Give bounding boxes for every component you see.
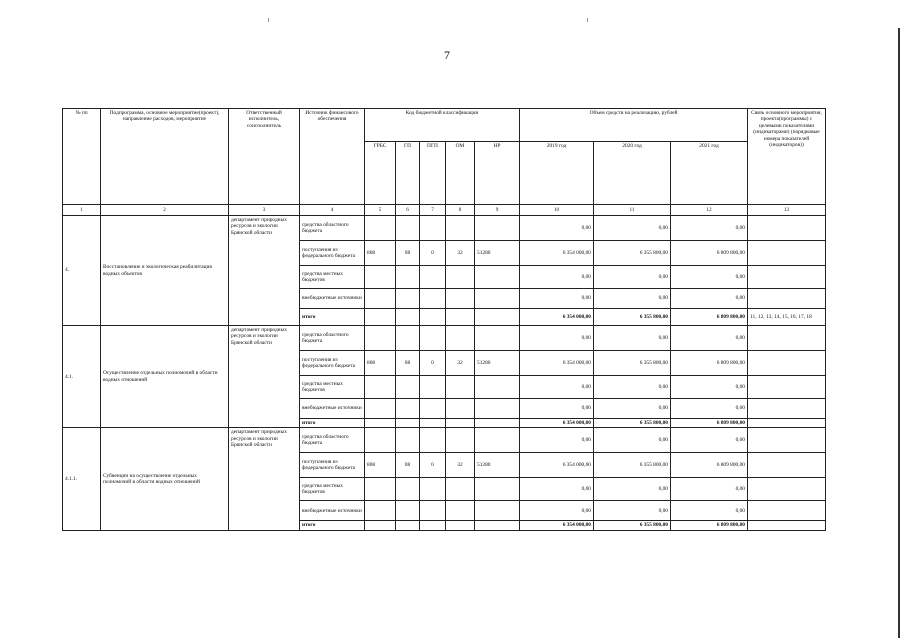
amount-2020: 6 355 800,00 — [594, 241, 671, 266]
column-number: 3 — [229, 205, 300, 216]
code-gp — [396, 419, 420, 428]
amount-2019: 0,00 — [520, 266, 594, 289]
indicator-link — [748, 351, 826, 376]
code-gp — [396, 399, 420, 419]
code-gp — [396, 478, 420, 501]
amount-2020: 6 355 800,00 — [594, 453, 671, 478]
code-grbs — [365, 266, 396, 289]
code-nr: 51280 — [475, 453, 520, 478]
code-gp — [396, 501, 420, 521]
amount-2021: 0,00 — [671, 326, 748, 351]
header-grbs: ГРБС — [365, 142, 396, 205]
code-gp: 08 — [396, 241, 420, 266]
scan-mark — [268, 18, 269, 22]
amount-2019: 0,00 — [520, 501, 594, 521]
amount-2019: 0,00 — [520, 326, 594, 351]
code-nr: 51280 — [475, 351, 520, 376]
amount-2020: 0,00 — [594, 501, 671, 521]
amount-2019: 0,00 — [520, 376, 594, 399]
amount-2021: 6 809 800,00 — [671, 453, 748, 478]
row-number: 4.1.1. — [63, 428, 101, 530]
header-volume: Объем средств на реализацию, рублей — [520, 109, 748, 142]
amount-2021: 0,00 — [671, 428, 748, 453]
column-number: 9 — [475, 205, 520, 216]
code-pgp: 0 — [420, 453, 446, 478]
amount-2019: 6 354 000,00 — [520, 309, 594, 326]
scan-edge — [898, 28, 900, 638]
column-number-row — [63, 205, 826, 216]
code-gp — [396, 216, 420, 241]
source-regional: средства областного бюджета — [300, 428, 365, 453]
indicator-link — [748, 419, 826, 428]
code-grbs — [365, 521, 396, 530]
code-pgp — [420, 428, 446, 453]
code-om — [446, 501, 475, 521]
source-total: итого — [300, 309, 365, 326]
row-number: 4.1. — [63, 326, 101, 428]
code-grbs — [365, 216, 396, 241]
header-2021: 2021 год — [671, 142, 748, 205]
amount-2020: 0,00 — [594, 326, 671, 351]
header-num: № пп — [63, 109, 101, 205]
code-nr — [475, 419, 520, 428]
code-om — [446, 266, 475, 289]
header-gp: ГП — [396, 142, 420, 205]
code-om: 32 — [446, 241, 475, 266]
code-grbs — [365, 478, 396, 501]
amount-2019: 0,00 — [520, 478, 594, 501]
code-om — [446, 309, 475, 326]
indicator-link — [748, 376, 826, 399]
code-pgp: 0 — [420, 351, 446, 376]
table-row — [63, 428, 826, 453]
source-extra: внебюджетные источники — [300, 399, 365, 419]
code-pgp: 0 — [420, 241, 446, 266]
source-regional: средства областного бюджета — [300, 326, 365, 351]
page-number: 7 — [444, 48, 450, 62]
source-local: средства местных бюджетов — [300, 478, 365, 501]
code-pgp — [420, 216, 446, 241]
code-gp — [396, 266, 420, 289]
code-nr — [475, 478, 520, 501]
amount-2019: 0,00 — [520, 399, 594, 419]
row-name: Осуществление отдельных полномочий в области водных отношений — [101, 326, 229, 428]
source-federal: поступления из федерального бюджета — [300, 241, 365, 266]
code-om — [446, 419, 475, 428]
code-nr — [475, 266, 520, 289]
column-number: 6 — [396, 205, 420, 216]
row-executor: департамент природных ресурсов и экологии Брянской области — [229, 216, 300, 326]
header-executor: Ответственный исполнитель, соисполнитель — [229, 109, 300, 205]
amount-2019: 0,00 — [520, 216, 594, 241]
amount-2021: 0,00 — [671, 399, 748, 419]
code-gp: 08 — [396, 453, 420, 478]
code-om — [446, 326, 475, 351]
amount-2020: 6 355 800,00 — [594, 309, 671, 326]
indicator-link — [748, 399, 826, 419]
code-pgp — [420, 376, 446, 399]
code-nr — [475, 399, 520, 419]
code-pgp — [420, 309, 446, 326]
scan-mark — [587, 18, 588, 22]
code-om: 32 — [446, 453, 475, 478]
amount-2019: 6 354 000,00 — [520, 241, 594, 266]
code-grbs: 808 — [365, 351, 396, 376]
amount-2020: 0,00 — [594, 428, 671, 453]
code-om — [446, 521, 475, 530]
source-local: средства местных бюджетов — [300, 266, 365, 289]
column-number: 1 — [63, 205, 101, 216]
indicator-link — [748, 241, 826, 266]
indicator-link — [748, 453, 826, 478]
row-name: Субвенции на осуществление отдельных полномочий в области водных отношений — [101, 428, 229, 530]
amount-2019: 0,00 — [520, 428, 594, 453]
amount-2020: 0,00 — [594, 289, 671, 309]
code-grbs — [365, 428, 396, 453]
header-budget-code: Код бюджетной классификации — [365, 109, 520, 142]
column-number: 7 — [420, 205, 446, 216]
indicator-link — [748, 521, 826, 530]
code-om — [446, 478, 475, 501]
code-om: 32 — [446, 351, 475, 376]
code-om — [446, 428, 475, 453]
code-gp — [396, 309, 420, 326]
code-grbs — [365, 419, 396, 428]
column-number: 4 — [300, 205, 365, 216]
amount-2019: 0,00 — [520, 289, 594, 309]
header-nr: НР — [475, 142, 520, 205]
amount-2021: 0,00 — [671, 376, 748, 399]
amount-2019: 6 354 000,00 — [520, 521, 594, 530]
code-gp — [396, 326, 420, 351]
amount-2021: 6 809 800,00 — [671, 351, 748, 376]
amount-2020: 0,00 — [594, 478, 671, 501]
indicator-link — [748, 216, 826, 241]
row-name: Восстановление и экологическая реабилитация водных объектов — [101, 216, 229, 326]
code-nr — [475, 326, 520, 351]
code-nr — [475, 289, 520, 309]
code-grbs: 808 — [365, 453, 396, 478]
header-source: Источник финансового обеспечения — [300, 109, 365, 205]
amount-2021: 0,00 — [671, 289, 748, 309]
amount-2021: 0,00 — [671, 478, 748, 501]
amount-2020: 0,00 — [594, 266, 671, 289]
code-nr — [475, 216, 520, 241]
source-extra: внебюджетные источники — [300, 501, 365, 521]
code-grbs: 808 — [365, 241, 396, 266]
source-total: итого — [300, 419, 365, 428]
code-nr — [475, 428, 520, 453]
column-number: 13 — [748, 205, 826, 216]
row-executor: департамент природных ресурсов и экологии Брянской области — [229, 326, 300, 428]
column-number: 5 — [365, 205, 396, 216]
source-federal: поступления из федерального бюджета — [300, 453, 365, 478]
source-local: средства местных бюджетов — [300, 376, 365, 399]
code-gp: 08 — [396, 351, 420, 376]
source-extra: внебюджетные источники — [300, 289, 365, 309]
code-pgp — [420, 419, 446, 428]
code-pgp — [420, 501, 446, 521]
indicator-link — [748, 289, 826, 309]
code-grbs — [365, 399, 396, 419]
code-gp — [396, 521, 420, 530]
amount-2019: 6 354 000,00 — [520, 453, 594, 478]
amount-2021: 6 809 800,00 — [671, 419, 748, 428]
amount-2021: 6 809 800,00 — [671, 521, 748, 530]
indicator-link — [748, 428, 826, 453]
amount-2020: 0,00 — [594, 399, 671, 419]
column-number: 8 — [446, 205, 475, 216]
amount-2020: 0,00 — [594, 216, 671, 241]
row-executor: департамент природных ресурсов и экологии Брянской области — [229, 428, 300, 530]
indicator-link — [748, 266, 826, 289]
column-number: 11 — [594, 205, 671, 216]
indicator-link — [748, 478, 826, 501]
amount-2019: 6 354 000,00 — [520, 351, 594, 376]
code-grbs — [365, 326, 396, 351]
indicator-link — [748, 326, 826, 351]
code-pgp — [420, 326, 446, 351]
code-grbs — [365, 376, 396, 399]
code-grbs — [365, 501, 396, 521]
amount-2020: 6 355 800,00 — [594, 521, 671, 530]
source-federal: поступления из федерального бюджета — [300, 351, 365, 376]
amount-2021: 0,00 — [671, 266, 748, 289]
amount-2021: 0,00 — [671, 501, 748, 521]
code-om — [446, 289, 475, 309]
table-row — [63, 326, 826, 351]
amount-2020: 6 355 800,00 — [594, 351, 671, 376]
indicator-link — [748, 501, 826, 521]
amount-2020: 0,00 — [594, 376, 671, 399]
header-pgp: ПГП — [420, 142, 446, 205]
header-2019: 2019 год — [520, 142, 594, 205]
column-number: 2 — [101, 205, 229, 216]
code-nr — [475, 309, 520, 326]
amount-2019: 6 354 000,00 — [520, 419, 594, 428]
indicator-link: 11, 12, 13, 14, 15, 16, 17, 18 — [748, 309, 826, 326]
code-nr: 51280 — [475, 241, 520, 266]
code-pgp — [420, 289, 446, 309]
column-number: 12 — [671, 205, 748, 216]
table-body — [63, 205, 826, 531]
code-om — [446, 376, 475, 399]
header-om: ОМ — [446, 142, 475, 205]
row-number: 4. — [63, 216, 101, 326]
code-gp — [396, 428, 420, 453]
source-regional: средства областного бюджета — [300, 216, 365, 241]
code-om — [446, 216, 475, 241]
code-gp — [396, 289, 420, 309]
source-total: итого — [300, 521, 365, 530]
code-pgp — [420, 478, 446, 501]
code-pgp — [420, 266, 446, 289]
code-nr — [475, 501, 520, 521]
amount-2021: 6 809 800,00 — [671, 241, 748, 266]
column-number: 10 — [520, 205, 594, 216]
header-link: Связь основного мероприятия, проекта(программы) с целевыми показателями (индикаторами) (порядковые номера показателей (индикаторов)) — [748, 109, 826, 205]
code-nr — [475, 521, 520, 530]
amount-2021: 6 809 800,00 — [671, 309, 748, 326]
header-name: Подпрограмма, основное мероприятие(проект), направление расходов, мероприятие — [101, 109, 229, 205]
code-pgp — [420, 399, 446, 419]
code-nr — [475, 376, 520, 399]
table-row — [63, 216, 826, 241]
amount-2021: 0,00 — [671, 216, 748, 241]
code-om — [446, 399, 475, 419]
code-pgp — [420, 521, 446, 530]
budget-table — [62, 108, 826, 531]
code-grbs — [365, 289, 396, 309]
code-grbs — [365, 309, 396, 326]
header-2020: 2020 год — [594, 142, 671, 205]
amount-2020: 6 355 800,00 — [594, 419, 671, 428]
code-gp — [396, 376, 420, 399]
